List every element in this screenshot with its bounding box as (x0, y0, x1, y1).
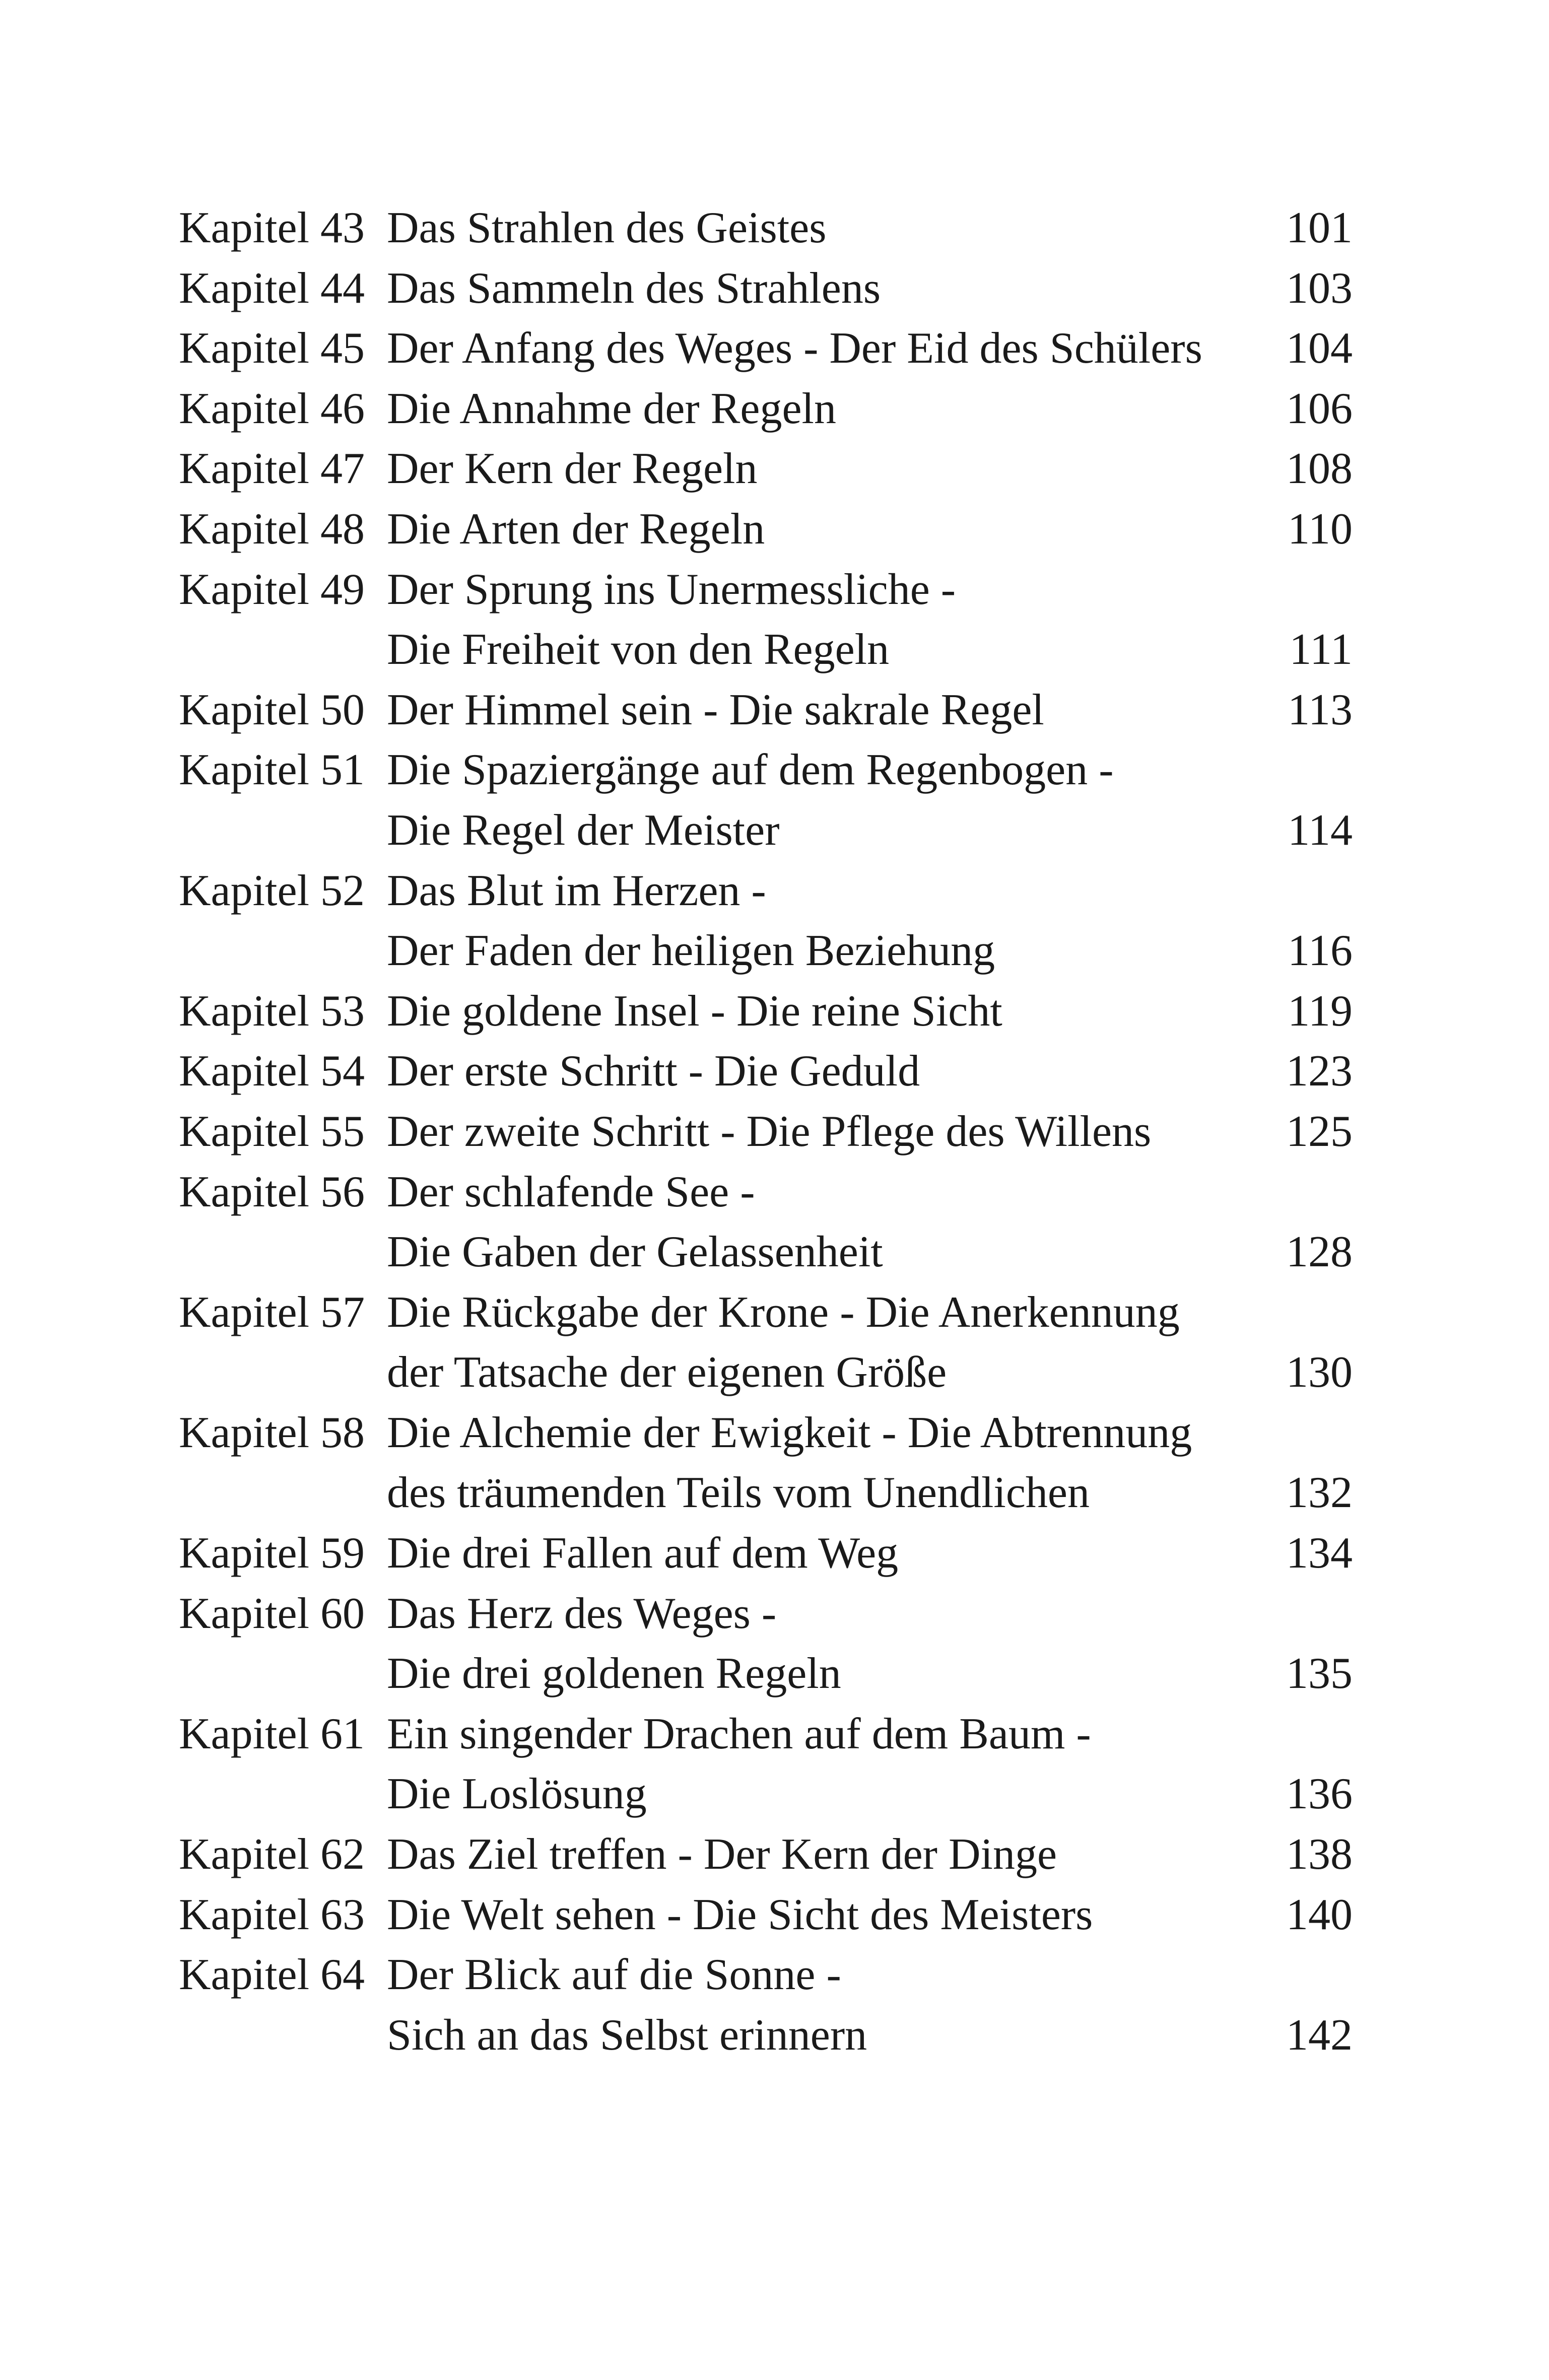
page-number: 138 (1286, 1830, 1353, 1879)
chapter-title: des träumenden Teils vom Unendlichen (387, 1468, 1090, 1518)
toc-entry (179, 1102, 1353, 1162)
page-number: 111 (1289, 625, 1353, 674)
toc-entry-continuation (179, 800, 1353, 861)
page-number: 113 (1288, 685, 1353, 734)
toc-entry (179, 439, 1353, 499)
page-number: 130 (1286, 1348, 1353, 1397)
chapter-title: Der erste Schritt - Die Geduld (387, 1047, 920, 1096)
chapter-title: Die Alchemie der Ewigkeit - Die Abtrennung (387, 1408, 1192, 1457)
toc-entry (179, 1885, 1353, 1945)
page-number: 103 (1286, 263, 1353, 313)
chapter-title: Das Herz des Weges - (387, 1589, 777, 1638)
page-number: 125 (1286, 1107, 1353, 1156)
chapter-number: Kapitel 51 (179, 745, 365, 795)
chapter-number: Kapitel 63 (179, 1890, 365, 1939)
toc-entry (179, 1824, 1353, 1885)
chapter-title: Ein singender Drachen auf dem Baum - (387, 1709, 1091, 1758)
toc-entry (179, 1162, 1353, 1222)
chapter-title: Die Loslösung (387, 1770, 647, 1819)
chapter-title: Die Annahme der Regeln (387, 384, 836, 433)
chapter-number: Kapitel 43 (179, 203, 365, 252)
chapter-title: Das Blut im Herzen - (387, 866, 766, 915)
page-number: 116 (1288, 926, 1353, 976)
toc-entry (179, 1704, 1353, 1764)
chapter-number: Kapitel 45 (179, 324, 365, 373)
chapter-number: Kapitel 61 (179, 1709, 365, 1758)
chapter-title: Die Regel der Meister (387, 805, 780, 855)
page-number: 104 (1286, 324, 1353, 373)
chapter-title: Der Sprung ins Unermessliche - (387, 565, 956, 614)
page-number: 110 (1288, 504, 1353, 554)
chapter-number: Kapitel 50 (179, 685, 365, 734)
toc-entry-continuation (179, 1342, 1353, 1403)
chapter-title: Der schlafende See - (387, 1167, 755, 1216)
chapter-title: Das Strahlen des Geistes (387, 203, 827, 252)
chapter-number: Kapitel 46 (179, 384, 365, 433)
page-number: 101 (1286, 203, 1353, 252)
chapter-title: Der zweite Schritt - Die Pflege des Willens (387, 1107, 1152, 1156)
chapter-title: Die Freiheit von den Regeln (387, 625, 890, 674)
page-number: 128 (1286, 1228, 1353, 1277)
chapter-number: Kapitel 60 (179, 1589, 365, 1638)
toc-entry-continuation (179, 620, 1353, 680)
chapter-title: Sich an das Selbst erinnern (387, 2010, 867, 2060)
toc-entry-continuation (179, 1222, 1353, 1282)
chapter-title: Der Anfang des Weges - Der Eid des Schülers (387, 324, 1202, 373)
toc-entry (179, 379, 1353, 439)
toc-entry (179, 1282, 1353, 1343)
chapter-number: Kapitel 58 (179, 1408, 365, 1457)
toc-entry (179, 258, 1353, 319)
chapter-title: Die Gaben der Gelassenheit (387, 1228, 883, 1277)
chapter-number: Kapitel 49 (179, 565, 365, 614)
page-number: 123 (1286, 1047, 1353, 1096)
toc-entry (179, 981, 1353, 1042)
toc-entry (179, 499, 1353, 560)
chapter-title: Der Blick auf die Sonne - (387, 1950, 841, 2000)
toc-entry (179, 1523, 1353, 1584)
chapter-title: der Tatsache der eigenen Größe (387, 1348, 947, 1397)
chapter-number: Kapitel 64 (179, 1950, 365, 2000)
chapter-title: Der Himmel sein - Die sakrale Regel (387, 685, 1044, 734)
page-number: 108 (1286, 444, 1353, 494)
chapter-number: Kapitel 44 (179, 263, 365, 313)
chapter-number: Kapitel 53 (179, 986, 365, 1036)
chapter-number: Kapitel 56 (179, 1167, 365, 1216)
toc-entry-continuation (179, 1764, 1353, 1824)
chapter-number: Kapitel 54 (179, 1047, 365, 1096)
chapter-number: Kapitel 52 (179, 866, 365, 915)
chapter-title: Die Rückgabe der Krone - Die Anerkennung (387, 1287, 1180, 1337)
toc-entry (179, 680, 1353, 740)
chapter-title: Die goldene Insel - Die reine Sicht (387, 986, 1002, 1036)
page-number: 140 (1286, 1890, 1353, 1939)
chapter-number: Kapitel 62 (179, 1830, 365, 1879)
chapter-title: Das Sammeln des Strahlens (387, 263, 881, 313)
toc-entry (179, 198, 1353, 258)
chapter-title: Die Spaziergänge auf dem Regenbogen - (387, 745, 1114, 795)
toc-entry-continuation (179, 1644, 1353, 1704)
toc-entry (179, 1041, 1353, 1102)
chapter-title: Der Faden der heiligen Beziehung (387, 926, 995, 976)
page-number: 135 (1286, 1649, 1353, 1698)
toc-entry (179, 318, 1353, 379)
toc-entry (179, 1945, 1353, 2005)
chapter-number: Kapitel 47 (179, 444, 365, 494)
toc-entry-continuation (179, 1463, 1353, 1523)
toc-entry (179, 1403, 1353, 1463)
chapter-title: Die Welt sehen - Die Sicht des Meisters (387, 1890, 1093, 1939)
page-number: 106 (1286, 384, 1353, 433)
chapter-number: Kapitel 55 (179, 1107, 365, 1156)
toc-entry (179, 560, 1353, 620)
page-number: 119 (1288, 986, 1353, 1036)
toc-entry-continuation (179, 2005, 1353, 2066)
page-number: 142 (1286, 2010, 1353, 2060)
chapter-title: Die Arten der Regeln (387, 504, 765, 554)
page-number: 114 (1288, 805, 1353, 855)
toc-entry (179, 1584, 1353, 1644)
chapter-title: Die drei Fallen auf dem Weg (387, 1529, 899, 1578)
chapter-title: Das Ziel treffen - Der Kern der Dinge (387, 1830, 1057, 1879)
chapter-title: Die drei goldenen Regeln (387, 1649, 841, 1698)
chapter-number: Kapitel 48 (179, 504, 365, 554)
page-number: 134 (1286, 1529, 1353, 1578)
chapter-number: Kapitel 57 (179, 1287, 365, 1337)
chapter-number: Kapitel 59 (179, 1529, 365, 1578)
toc-entry-continuation (179, 921, 1353, 981)
chapter-title: Der Kern der Regeln (387, 444, 758, 494)
toc-entry (179, 740, 1353, 800)
page-number: 132 (1286, 1468, 1353, 1518)
toc-entry (179, 861, 1353, 921)
table-of-contents (179, 198, 1353, 2065)
page-number: 136 (1286, 1770, 1353, 1819)
